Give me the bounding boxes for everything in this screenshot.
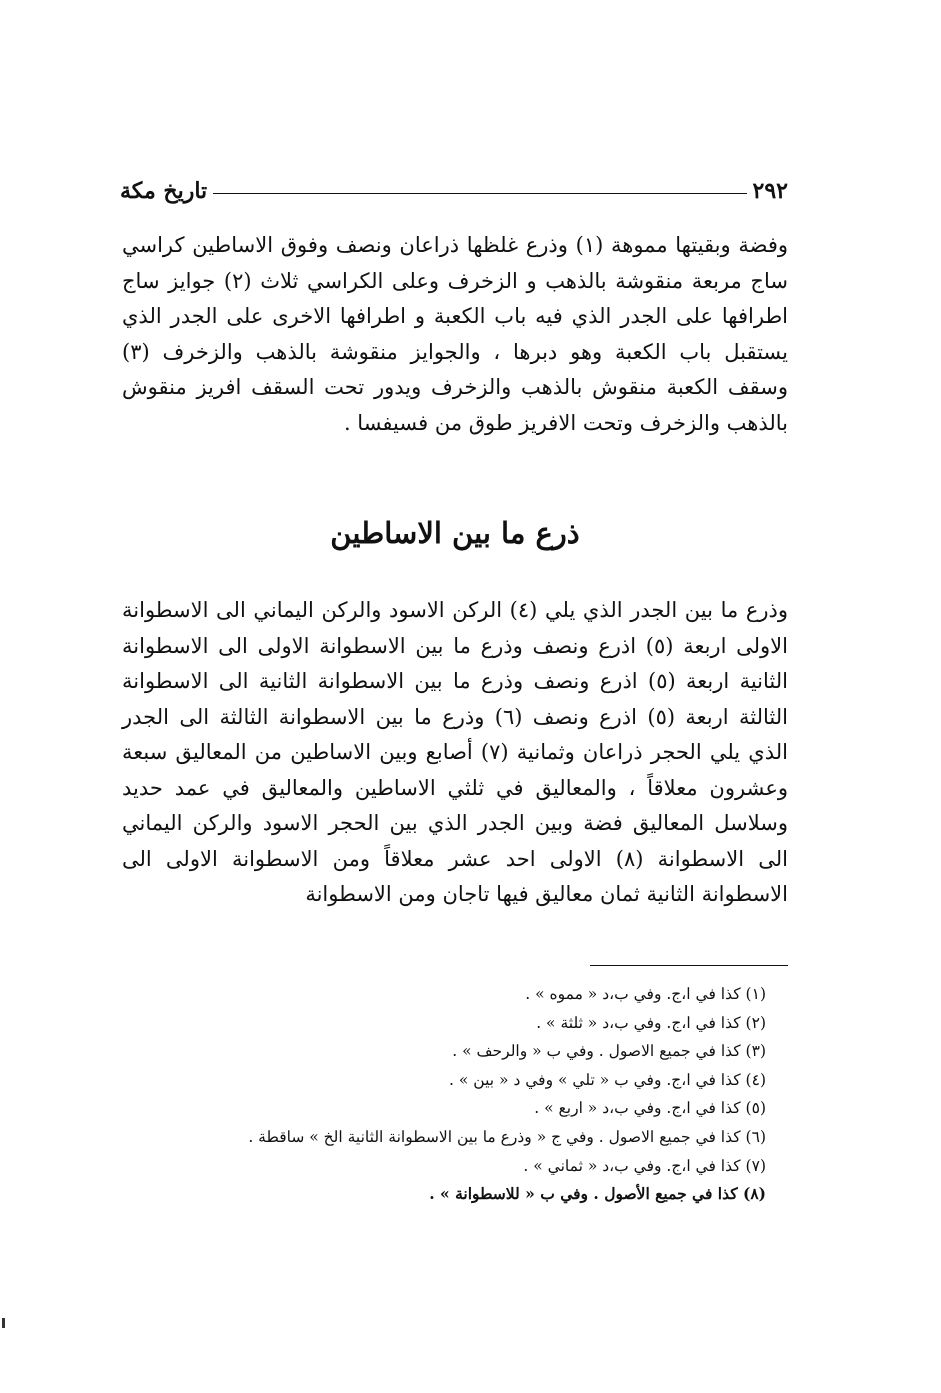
footnote-2: (٢) كذا في ا،ج. وفي ب،د « ثلثة » . <box>536 1013 766 1032</box>
page-number: ٢٩٢ <box>752 178 788 204</box>
header-rule <box>213 193 746 194</box>
running-header <box>120 168 788 204</box>
footnote-8: (٨) كذا في جميع الأصول . وفي ب « للاسطوانة » . <box>429 1184 766 1204</box>
body-paragraph-2: وذرع ما بين الجدر الذي يلي (٤) الركن الاسود والركن اليماني الى الاسطوانة الاولى اربعة (٥) اذرع ونصف وذرع ما بين الاسطوانة الاولى الى الاسطوانة الثانية اربعة (٥) اذرع ونصف وذرع ما بين الاسطوانة الثانية الى الاسطوانة الثالثة اربعة (٥) اذرع ونصف (٦) وذرع ما بين الاسطوانة الثالثة الى الجدر الذي يلي الحجر ذراعان وثمانية (٧) أصابع وبين الاساطين من المعاليق سبعة وعشرون معلاقاً ، والمعاليق في ثلثي الاساطين والمعاليق في عمد حديد وسلاسل المعاليق فضة وبين الجدر الذي بين الحجر الاسود والركن اليماني الى الاسطوانة (٨) الاولى احد عشر معلاقاً ومن الاسطوانة الاولى الى الاسطوانة الثانية ثمان معاليق فيها تاجان ومن الاسطوانة <box>122 598 789 906</box>
running-title: تاريخ مكة <box>120 178 208 204</box>
body-paragraph-1: وفضة وبقيتها مموهة (١) وذرع غلظها ذراعان ونصف وفوق الاساطين كراسي ساج مربعة منقوشة بالذهب و الزخرف وعلى الكراسي ثلاث (٢) جوايز ساج اطرافها على الجدر الذي فيه باب الكعبة و اطرافها الاخرى على الجدر الذي يستقبل باب الكعبة وهو دبرها ، والجوايز منقوشة بالذهب والزخرف (٣) وسقف الكعبة منقوش بالذهب والزخرف ويدور تحت السقف افريز منقوش بالذهب والزخرف وتحت الافريز طوق من فسيفسا . <box>122 233 788 435</box>
footnote-separator <box>590 965 788 966</box>
footnotes-list <box>122 980 766 1209</box>
footnote-3: (٣) كذا في جميع الاصول . وفي ب « والرحف » . <box>452 1042 766 1061</box>
footnote-7: (٧) كذا في ا،ج. وفي ب،د « ثماني » . <box>523 1156 766 1175</box>
footnote-6: (٦) كذا في جميع الاصول . وفي ج « وذرع ما بين الاسطوانة الثانية الخ » ساقطة . <box>248 1127 766 1146</box>
section-heading: ذرع ما بين الاساطين <box>330 516 580 550</box>
footnote-4: (٤) كذا في ا،ج. وفي ب « تلي » وفي د « بين » . <box>449 1070 766 1089</box>
scan-margin-mark <box>2 1318 5 1328</box>
footnote-5: (٥) كذا في ا،ج. وفي ب،د « اربع » . <box>534 1099 766 1118</box>
footnote-1: (١) كذا في ا،ج. وفي ب،د « مموه » . <box>525 985 766 1003</box>
